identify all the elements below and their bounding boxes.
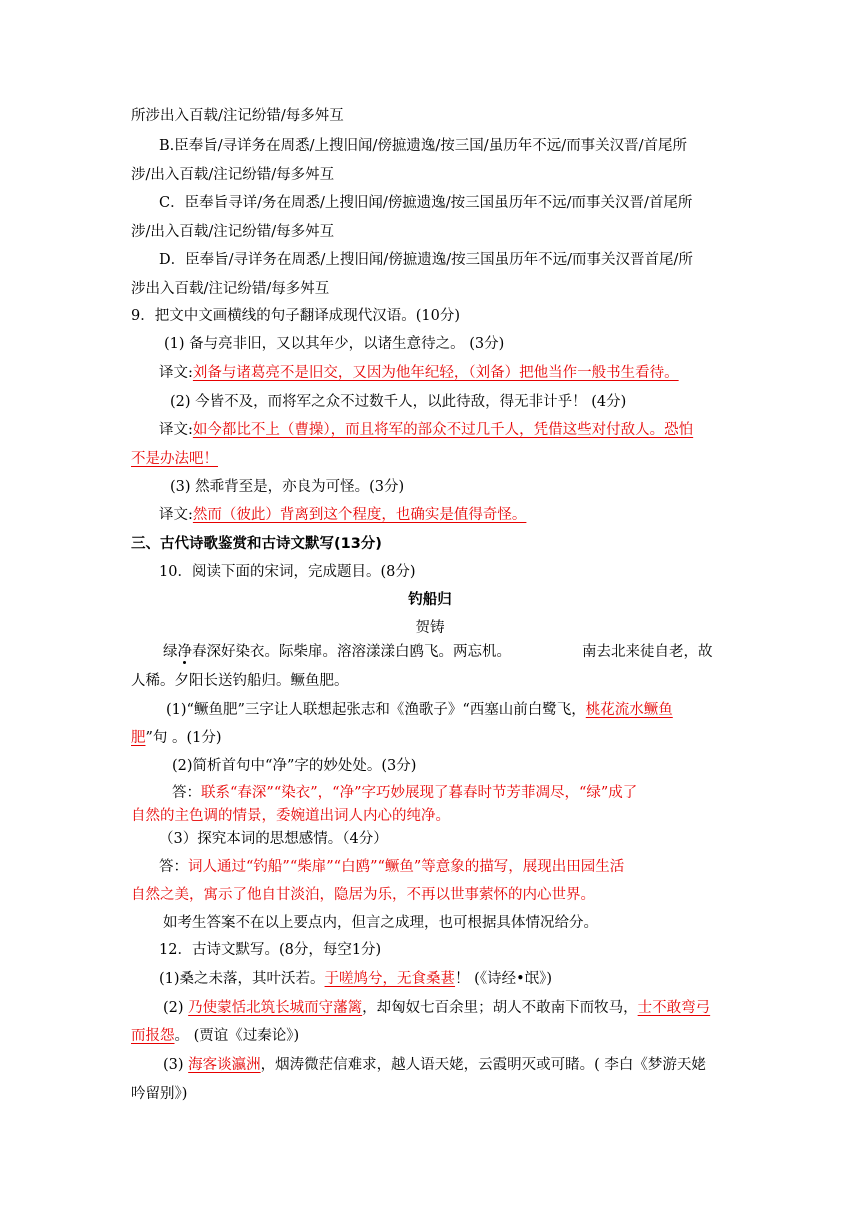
grading-note: 如考生答案不在以上要点内，但言之成理，也可根据具体情况给分。 (163, 915, 598, 931)
emphasis-dot-char: 净 (177, 644, 192, 660)
answer-12-2-c: 而报怨 (131, 1028, 175, 1044)
poem-title: 钓船归 (408, 592, 452, 608)
answer-10-2-a: 联系“春深”“染衣”，“净”字巧妙展现了暮春时节芳菲凋尽，“绿”成了 (201, 785, 638, 801)
option-a-continuation: 所涉出入百载/注记纷错/每多舛互 (131, 108, 344, 124)
question-text: (2) (163, 1000, 189, 1016)
poem-line-1-end: 南去北来徒自老，故 (582, 644, 713, 660)
question-12-3-line-1 (163, 1055, 706, 1075)
answer-9-3-text: 然而（彼此）背离到这个程度，也确实是值得奇怪。 (192, 507, 527, 523)
answer-10-3-line-1 (159, 857, 624, 877)
answer-10-3-a: 词人通过“钓船”“柴扉”“白鸥”“鳜鱼”等意象的描写，展现出田园生活 (188, 859, 625, 875)
question-9: 9．把文中文画横线的句子翻译成现代汉语。(10分) (131, 308, 460, 324)
question-10-1-line-1 (166, 700, 673, 720)
answer-12-2-a: 乃使蒙恬北筑长城而守藩篱 (188, 1000, 363, 1016)
answer-prefix: 译文: (159, 507, 193, 523)
option-c-line-1: C．臣奉旨寻详/务在周悉/上搜旧闻/傍摭遗逸/按三国虽历年不远/而事关汉晋/首尾所 (159, 195, 693, 211)
question-9-3: (3) 然乖背至是，亦良为可怪。(3分) (170, 479, 405, 495)
answer-9-2-line-1 (159, 420, 693, 440)
option-d-line-1: D．臣奉旨/寻详务在周悉/上搜旧闻/傍摭遗逸/按三国虽历年不远/而事关汉晋首尾/所 (159, 252, 693, 268)
answer-12-3: 海客谈瀛洲 (188, 1057, 261, 1073)
question-10-2: (2)简析首句中“净”字的妙处处。(3分) (172, 758, 417, 774)
question-12-2-line-1 (163, 998, 710, 1018)
question-9-2: (2) 今皆不及，而将军之众不过数千人，以此待敌，得无非计乎！ (4分) (170, 394, 627, 410)
question-12-2-line-2 (131, 1026, 299, 1046)
poem-line-2: 人稀。夕阳长送钓船归。鳜鱼肥。 (131, 673, 349, 689)
answer-prefix: 译文: (159, 365, 193, 381)
question-12: 12．古诗文默写。(8分，每空1分) (159, 942, 382, 958)
answer-12-1: 于嗟鸠兮，无食桑葚 (324, 971, 456, 987)
section-3-heading: 三、古代诗歌鉴赏和古诗文默写(13分) (131, 536, 382, 552)
answer-prefix: 译文: (159, 422, 193, 438)
option-b-line-1: B.臣奉旨/寻详务在周悉/上搜旧闻/傍摭遗逸/按三国/虽历年不远/而事关汉晋/首尾所 (159, 138, 687, 154)
answer-10-2-line-1 (172, 783, 637, 803)
answer-9-2-text-b: 不是办法吧！ (131, 451, 218, 467)
question-10-3: （3）探究本词的思想感情。（4分） (159, 831, 388, 847)
question-text: (1)桑之未落，其叶沃若。 (159, 971, 325, 987)
answer-10-2-line-2: 自然的主色调的情景，委婉道出词人内心的纯净。 (131, 808, 450, 824)
question-9-1: (1) 备与亮非旧，又以其年少，以诸生意待之。 (3分) (164, 336, 505, 352)
poem-line-1 (163, 642, 511, 662)
question-text: (1)“鳜鱼肥”三字让人联想起张志和《渔歌子》“西塞山前白鹭飞， (166, 702, 586, 718)
answer-9-2-line-2 (131, 449, 218, 469)
answer-label: 答： (172, 785, 201, 801)
answer-label: 答： (159, 859, 188, 875)
answer-9-1 (159, 363, 679, 383)
answer-9-3 (159, 505, 526, 525)
question-text: ，却匈奴七百余里；胡人不敢南下而牧马， (362, 1000, 638, 1016)
answer-9-1-text: 刘备与诸葛亮不是旧交，又因为他年纪轻，（刘备）把他当作一般书生看待。 (192, 365, 679, 381)
question-10-1-line-2 (131, 728, 222, 748)
option-b-line-2: 涉/出入百载/注记纷错/每多舛互 (131, 167, 335, 183)
poem-text: 春深好染衣。际柴扉。溶溶漾漾白鸥飞。两忘机。 (192, 644, 511, 660)
question-10: 10．阅读下面的宋词，完成题目。(8分) (159, 564, 416, 580)
answer-9-2-text-a: 如今都比不上（曹操），而且将军的部众不过几千人，凭借这些对付敌人。恐怕 (192, 422, 694, 438)
option-d-line-2: 涉出入百载/注记纷错/每多舛互 (131, 281, 330, 297)
question-12-3-line-2: 吟留别》) (131, 1086, 188, 1102)
question-text: ！ (《诗经•氓》) (455, 971, 553, 987)
answer-10-3-line-2: 自然之美，寓示了他自甘淡泊，隐居为乐，不再以世事萦怀的内心世界。 (131, 887, 595, 903)
answer-10-1-a: 桃花流水鳜鱼 (585, 702, 673, 718)
question-text: ，烟涛微茫信难求，越人语天姥，云霞明灭或可睹。( 李白《梦游天姥 (260, 1057, 706, 1073)
answer-12-2-b: 士不敢弯弓 (637, 1000, 711, 1016)
question-text: ”句 。(1分) (145, 730, 222, 746)
poem-author: 贺铸 (415, 620, 445, 636)
option-c-line-2: 涉/出入百载/注记纷错/每多舛互 (131, 224, 335, 240)
question-12-1 (159, 969, 552, 989)
question-text: (3) (163, 1057, 189, 1073)
poem-text: 绿 (163, 644, 178, 660)
answer-10-1-b: 肥 (131, 730, 146, 746)
question-text: 。 (贾谊《过秦论》) (174, 1028, 300, 1044)
